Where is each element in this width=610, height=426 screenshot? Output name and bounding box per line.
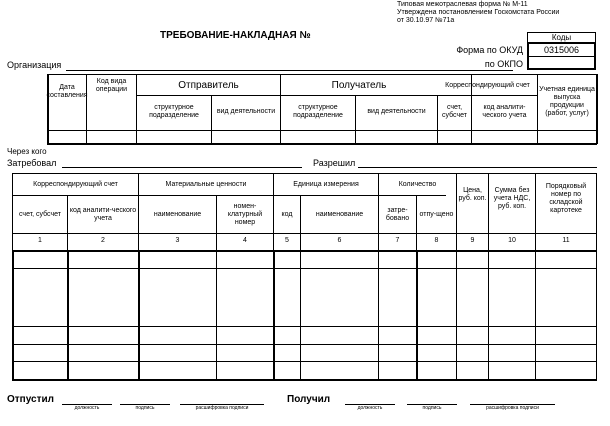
top-table-top-border [47, 74, 597, 75]
col-number-4: 4 [243, 237, 247, 244]
col-number-6: 6 [337, 237, 342, 244]
corr-account-header: Корреспондирующий счет [445, 81, 530, 89]
approval-line-1: Утверждена постановлением Госкомстата России [397, 9, 560, 16]
subaccount-col-header: счет, субсчет [19, 210, 61, 218]
codes-divider [528, 56, 595, 57]
okud-label: Форма по ОКУД [456, 45, 523, 55]
corr-subaccount-header: счет, субсчет [442, 104, 467, 119]
analytic-code-col-header: код аналити-ческого учета [69, 206, 137, 222]
card-number-col-header: Порядковый номер по складской картотеке [545, 183, 587, 214]
materials-col-header: Материальные ценности [165, 180, 247, 188]
top-table-bottom-border [47, 143, 597, 145]
received-decode-caption: расшифровка подписи [486, 405, 539, 411]
quantity-col-header: Количество [398, 180, 437, 188]
organization-line [66, 70, 513, 71]
units-col-header: Единица измерения [293, 180, 359, 188]
col-number-10: 10 [508, 237, 516, 244]
okud-value[interactable]: 0315006 [543, 45, 580, 55]
released-label: Отпустил [7, 394, 54, 405]
col-number-5: 5 [285, 237, 289, 244]
col-number-7: 7 [395, 237, 400, 244]
corr-account-col-header: Корреспондирующий счет [33, 180, 118, 188]
received-position-caption: должность [357, 405, 383, 411]
received-signature-caption: подпись [422, 405, 442, 411]
top-table-header-bottom [47, 130, 597, 131]
corr-subline [438, 95, 537, 96]
receiver-struct-header: структурное подразделение [293, 104, 343, 119]
col-number-3: 3 [175, 237, 180, 244]
sender-struct-header: структурное подразделение [149, 104, 199, 119]
receiver-header: Получатель [331, 79, 387, 91]
sender-activity-header: вид деятельности [216, 108, 276, 115]
col-number-2: 2 [101, 237, 105, 244]
sum-col-header: Сумма без учета НДС, руб. коп. [493, 187, 531, 210]
released-decode-caption: расшифровка подписи [195, 405, 249, 411]
allowed-line [358, 167, 597, 168]
released-position-caption: должность [74, 405, 100, 411]
col-number-8: 8 [434, 237, 439, 244]
unit-header: Учетная единица выпуска продукции (работ, услуг) [539, 86, 595, 117]
unit-code-col-header: код [281, 210, 293, 218]
col-number-1: 1 [38, 237, 42, 244]
mat-name-col-header: наименование [153, 210, 202, 218]
codes-label: Коды [551, 33, 572, 42]
corr-analytic-header: код аналити-ческого учета [482, 104, 527, 119]
organization-label: Организация [7, 60, 62, 70]
released-signature-caption: подпись [135, 405, 155, 411]
requested-label: Затребовал [7, 158, 57, 168]
requested-line [62, 167, 302, 168]
op-code-header: Код вида операции [95, 78, 128, 93]
unit-name-col-header: наименование [315, 210, 364, 218]
price-col-header: Цена, руб. коп. [458, 187, 487, 202]
form-type-label: Типовая межотраслевая форма № М-11 [397, 1, 528, 8]
receiver-activity-header: вид деятельности [367, 108, 426, 115]
sender-subline [137, 95, 280, 96]
through-label: Через кого [7, 147, 47, 156]
okpo-label: по ОКПО [484, 59, 523, 69]
approval-line-2: от 30.10.97 №71а [397, 17, 455, 24]
sender-header: Отправитель [178, 79, 239, 91]
col-number-11: 11 [562, 237, 570, 244]
mat-number-col-header: номен-клатурный номер [227, 202, 263, 226]
received-label: Получил [287, 394, 331, 405]
date-header: Дата составления [46, 84, 88, 99]
qty-released-col-header: отпу-щено [419, 210, 454, 218]
qty-requested-col-header: затре-бовано [385, 206, 410, 222]
allowed-label: Разрешил [313, 158, 356, 168]
document-title: ТРЕБОВАНИЕ-НАКЛАДНАЯ № [160, 30, 311, 41]
col-number-9: 9 [470, 237, 475, 244]
